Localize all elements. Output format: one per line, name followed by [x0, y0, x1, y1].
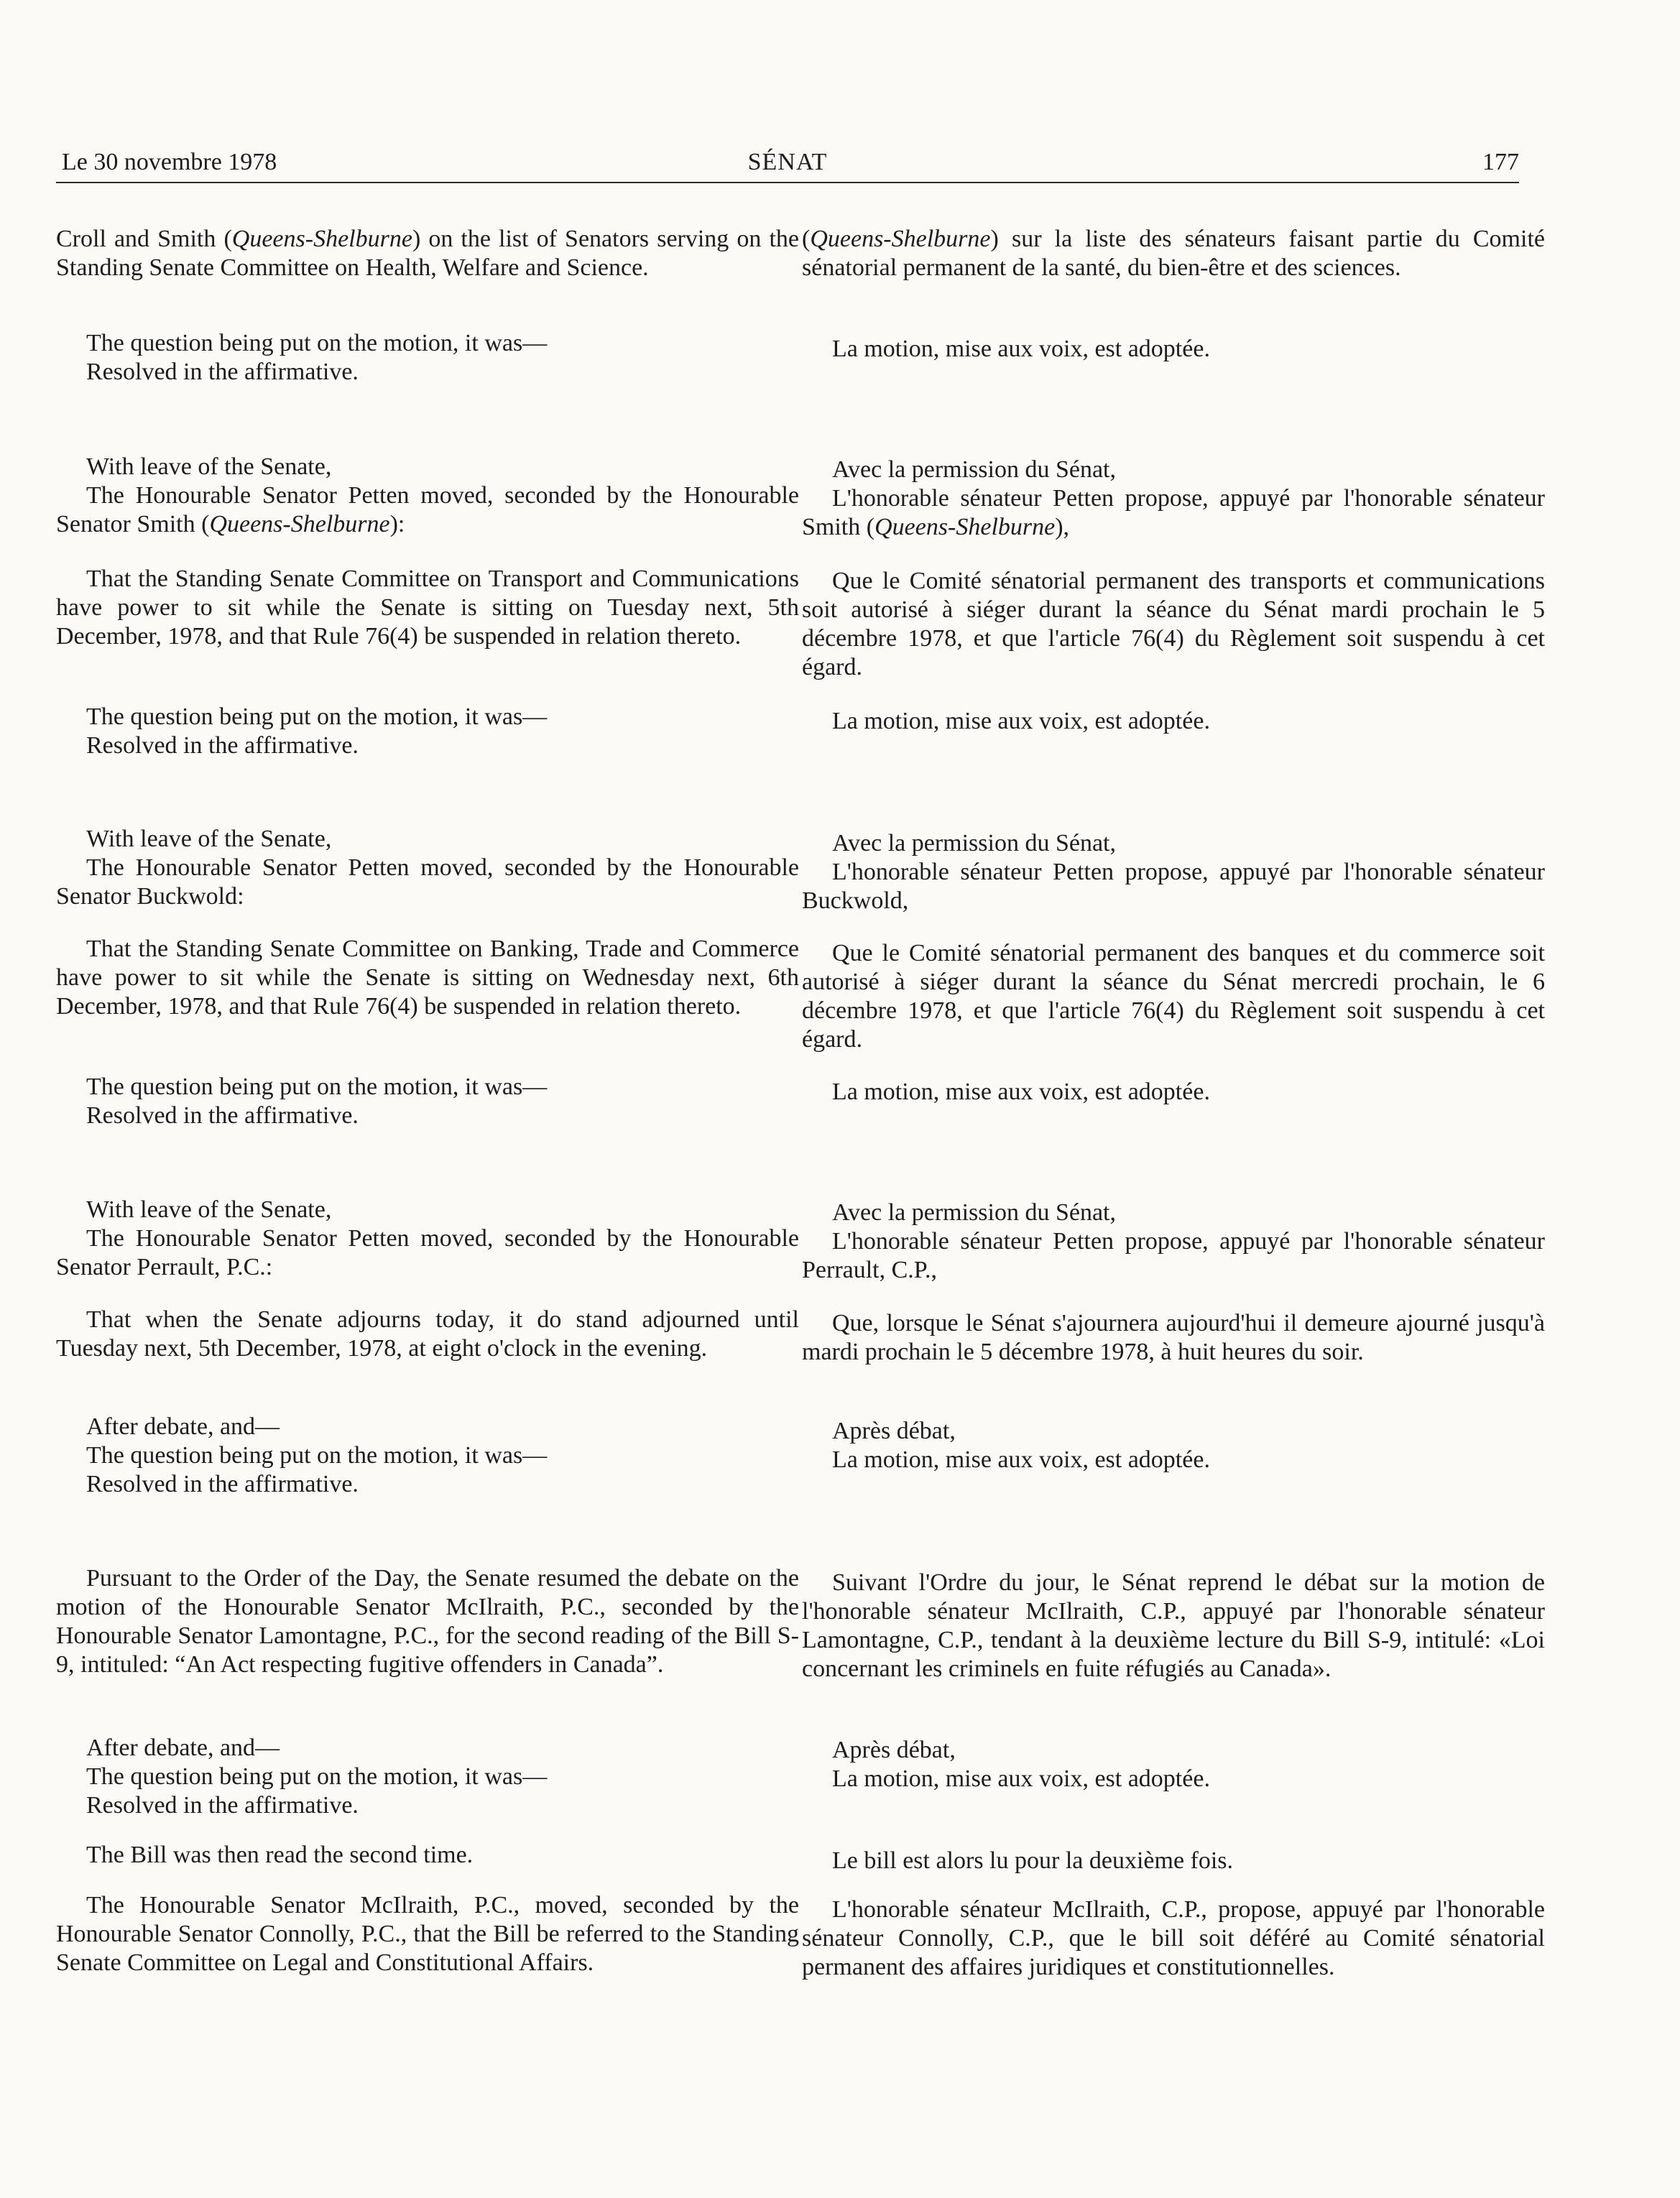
right-block-5-vote [802, 1736, 1545, 1793]
leave-line: With leave of the Senate, [86, 1196, 332, 1223]
leave-line: Avec la permission du Sénat, [832, 456, 1117, 483]
debate-line: After debate, and— [86, 1735, 280, 1761]
left-block-1 [56, 225, 799, 282]
referral-paragraph: L'honorable sénateur McIlraith, C.P., propose, appuyé par l'honorable sénateur Connolly, C.P., que le bill soit déféré au Comité sénatorial permanent des affaires juridiques et constitutionnelles. [802, 1896, 1545, 1980]
paragraph: (Queens-Shelburne) sur la liste des sénateurs faisant partie du Comité sénatorial permanent de la santé, du bien-être et des sciences. [802, 226, 1545, 281]
question-line: The question being put on the motion, it was— [86, 1763, 548, 1790]
debate-line: After debate, and— [86, 1413, 280, 1440]
right-block-1 [802, 225, 1545, 282]
right-block-5 [802, 1569, 1545, 1684]
leave-line: With leave of the Senate, [86, 453, 332, 480]
leave-line: Avec la permission du Sénat, [832, 830, 1117, 856]
pursuant-paragraph: Pursuant to the Order of the Day, the Senate resumed the debate on the motion of the Honourable Senator McIlraith, P.C., seconded by the Honourable Senator Lamontagne, P.C., for the second reading of the Bill S-9, intituled: “An Act respecting fugitive offenders in Canada”. [56, 1565, 799, 1678]
question-line: The question being put on the motion, it was— [86, 1073, 548, 1100]
right-block-5-referral [802, 1895, 1545, 1982]
moved-paragraph: The Honourable Senator Petten moved, seconded by the Honourable Senator Perrault, P.C.: [56, 1225, 799, 1280]
left-block-5-read [56, 1841, 799, 1870]
resolved-line: Resolved in the affirmative. [86, 1471, 359, 1497]
right-block-4-vote [802, 1417, 1545, 1474]
resolved-line: Resolved in the affirmative. [86, 1102, 359, 1129]
adopted-line: La motion, mise aux voix, est adoptée. [832, 1765, 1210, 1792]
page-header [56, 147, 1519, 183]
adopted-line: La motion, mise aux voix, est adoptée. [832, 336, 1210, 362]
left-block-3 [56, 825, 799, 911]
right-block-3-vote [802, 1078, 1545, 1107]
motion-paragraph: That the Standing Senate Committee on Transport and Communications have power to sit while the Senate is sitting on Tuesday next, 5th December, 1978, and that Rule 76(4) be suspended in relation thereto. [56, 565, 799, 650]
right-block-3 [802, 829, 1545, 915]
left-block-5-referral [56, 1891, 799, 1977]
moved-paragraph: The Honourable Senator Petten moved, seconded by the Honourable Senator Buckwold: [56, 854, 799, 910]
debate-line: Après débat, [832, 1737, 956, 1763]
motion-paragraph: That the Standing Senate Committee on Banking, Trade and Commerce have power to sit while the Senate is sitting on Wednesday next, 6th December, 1978, and that Rule 76(4) be suspended in relation thereto. [56, 936, 799, 1020]
paragraph: Croll and Smith (Queens-Shelburne) on the list of Senators serving on the Standing Senate Committee on Health, Welfare and Science. [56, 226, 799, 281]
adopted-line: La motion, mise aux voix, est adoptée. [832, 1079, 1210, 1105]
left-block-2-motion [56, 565, 799, 651]
left-block-4 [56, 1196, 799, 1282]
resolved-line: Resolved in the affirmative. [86, 732, 359, 759]
left-block-5-vote [56, 1734, 799, 1820]
right-block-1-vote [802, 335, 1545, 364]
left-block-4-vote [56, 1413, 799, 1499]
debate-line: Après débat, [832, 1418, 956, 1444]
leave-line: Avec la permission du Sénat, [832, 1199, 1117, 1226]
read-line: Le bill est alors lu pour la deuxième fois. [832, 1847, 1234, 1874]
moved-paragraph: L'honorable sénateur Petten propose, appuyé par l'honorable sénateur Buckwold, [802, 859, 1545, 914]
page-number: 177 [1482, 149, 1519, 175]
motion-paragraph: Que le Comité sénatorial permanent des banques et du commerce soit autorisé à siéger durant la séance du Sénat mercredi prochain, le 6 décembre 1978, et que l'article 76(4) du Règlement soit suspendu à cet égard. [802, 940, 1545, 1053]
adopted-line: La motion, mise aux voix, est adoptée. [832, 708, 1210, 734]
right-block-2 [802, 456, 1545, 542]
referral-paragraph: The Honourable Senator McIlraith, P.C., moved, seconded by the Honourable Senator Connolly, P.C., that the Bill be referred to the Standing Senate Committee on Legal and Constitutional Affairs. [56, 1892, 799, 1976]
motion-paragraph: Que le Comité sénatorial permanent des transports et communications soit autorisé à siéger durant la séance du Sénat mardi prochain le 5 décembre 1978, et que l'article 76(4) du Règlement soit suspendu à cet égard. [802, 568, 1545, 680]
header-title: SÉNAT [747, 149, 828, 175]
left-block-5 [56, 1564, 799, 1679]
moved-paragraph: The Honourable Senator Petten moved, seconded by the Honourable Senator Smith (Queens-Shelburne): [56, 482, 799, 537]
left-block-3-vote [56, 1073, 799, 1130]
resolved-line: Resolved in the affirmative. [86, 1792, 359, 1819]
left-block-4-motion [56, 1306, 799, 1363]
left-block-2 [56, 453, 799, 539]
motion-paragraph: Que, lorsque le Sénat s'ajournera aujourd'hui il demeure ajourné jusqu'à mardi prochain le 5 décembre 1978, à huit heures du soir. [802, 1310, 1545, 1365]
moved-paragraph: L'honorable sénateur Petten propose, appuyé par l'honorable sénateur Perrault, C.P., [802, 1228, 1545, 1283]
question-line: The question being put on the motion, it was— [86, 330, 548, 356]
moved-paragraph: L'honorable sénateur Petten propose, appuyé par l'honorable sénateur Smith (Queens-Shelburne), [802, 485, 1545, 540]
right-block-2-vote [802, 707, 1545, 736]
question-line: The question being put on the motion, it was— [86, 703, 548, 730]
resolved-line: Resolved in the affirmative. [86, 359, 359, 385]
right-block-3-motion [802, 939, 1545, 1054]
right-block-2-motion [802, 567, 1545, 682]
left-block-1-vote [56, 329, 799, 387]
left-block-2-vote [56, 703, 799, 760]
header-date: Le 30 novembre 1978 [62, 149, 277, 175]
question-line: The question being put on the motion, it was— [86, 1442, 548, 1469]
adopted-line: La motion, mise aux voix, est adoptée. [832, 1446, 1210, 1473]
motion-paragraph: That when the Senate adjourns today, it do stand adjourned until Tuesday next, 5th December, 1978, at eight o'clock in the evening. [56, 1306, 799, 1362]
right-block-4 [802, 1199, 1545, 1285]
suivant-paragraph: Suivant l'Ordre du jour, le Sénat reprend le débat sur la motion de l'honorable sénateur McIlraith, C.P., appuyé par l'honorable sénateur Lamontagne, C.P., tendant à la deuxième lecture du Bill S-9, intitulé: «Loi concernant les criminels en fuite réfugiés au Canada». [802, 1569, 1545, 1682]
right-block-5-read [802, 1847, 1545, 1875]
read-line: The Bill was then read the second time. [86, 1842, 474, 1868]
leave-line: With leave of the Senate, [86, 826, 332, 852]
right-block-4-motion [802, 1309, 1545, 1367]
left-block-3-motion [56, 935, 799, 1021]
